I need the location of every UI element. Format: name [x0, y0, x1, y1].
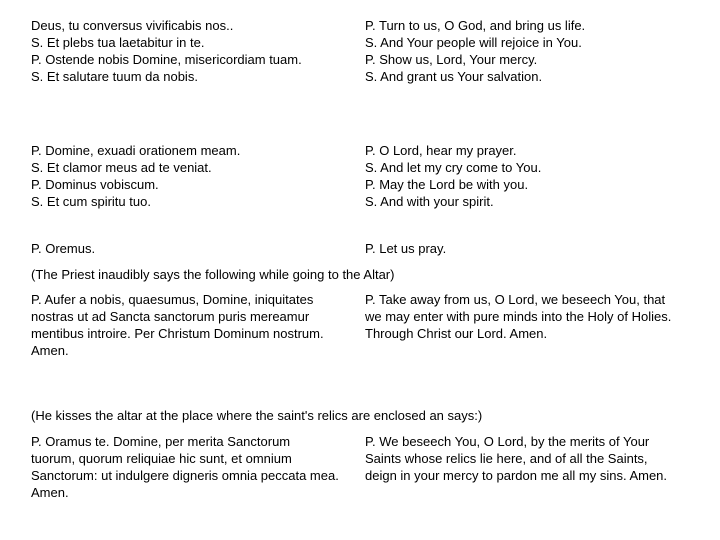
latin-line: P. Aufer a nobis, quaesumus, Domine, iniquitates [31, 292, 314, 307]
english-line: Saints whose relics lie here, and of all the Saints, [365, 451, 648, 466]
english-line: P. Show us, Lord, Your mercy. [365, 52, 538, 67]
english-line: S. And let my cry come to You. [365, 160, 542, 175]
latin-line: P. Oramus te. Domine, per merita Sanctorum [31, 434, 291, 449]
english-line: P. We beseech You, O Lord, by the merits of Your [365, 434, 650, 449]
block2-latin [31, 142, 361, 210]
block1-latin [31, 17, 361, 85]
prayer1-english [365, 291, 705, 342]
latin-line: S. Et salutare tuum da nobis. [31, 69, 198, 84]
prayer2-latin [31, 433, 361, 501]
english-line: we may enter with pure minds into the Holy of Holies. [365, 309, 672, 324]
block3-latin [31, 240, 361, 257]
english-line: deign in your mercy to pardon me all my sins. Amen. [365, 468, 668, 483]
latin-line: P. Oremus. [31, 241, 96, 256]
latin-line: Amen. [31, 485, 69, 500]
latin-line: P. Dominus vobiscum. [31, 177, 159, 192]
latin-line: S. Et clamor meus ad te veniat. [31, 160, 212, 175]
english-line: P. Turn to us, O God, and bring us life. [365, 18, 586, 33]
latin-line: tuorum, quorum reliquiae hic sunt, et omnium [31, 451, 292, 466]
block2-english [365, 142, 705, 210]
latin-line: mentibus introire. Per Christum Dominum nostrum. [31, 326, 324, 341]
english-line: S. And with your spirit. [365, 194, 494, 209]
english-line: P. Take away from us, O Lord, we beseech You, that [365, 292, 666, 307]
english-line: S. And Your people will rejoice in You. [365, 35, 582, 50]
latin-line: Amen. [31, 343, 69, 358]
rubric-altar-approach: (The Priest inaudibly says the following while going to the Altar) [31, 267, 395, 282]
prayer1-latin [31, 291, 361, 359]
latin-line: P. Domine, exuadi orationem meam. [31, 143, 241, 158]
latin-line: S. Et cum spiritu tuo. [31, 194, 151, 209]
english-line: P. O Lord, hear my prayer. [365, 143, 517, 158]
latin-line: P. Ostende nobis Domine, misericordiam tuam. [31, 52, 302, 67]
prayer2-english [365, 433, 705, 484]
latin-line: Sanctorum: ut indulgere digneris omnia peccata mea. [31, 468, 339, 483]
latin-line: nostras ut ad Sancta sanctorum puris mereamur [31, 309, 310, 324]
latin-line: S. Et plebs tua laetabitur in te. [31, 35, 205, 50]
english-line: P. Let us pray. [365, 241, 447, 256]
english-line: Through Christ our Lord. Amen. [365, 326, 548, 341]
rubric-kiss-altar: (He kisses the altar at the place where the saint's relics are enclosed an says:) [31, 408, 483, 423]
block1-english [365, 17, 705, 85]
english-line: P. May the Lord be with you. [365, 177, 529, 192]
latin-line: Deus, tu conversus vivificabis nos.. [31, 18, 234, 33]
english-line: S. And grant us Your salvation. [365, 69, 543, 84]
block3-english [365, 240, 705, 257]
